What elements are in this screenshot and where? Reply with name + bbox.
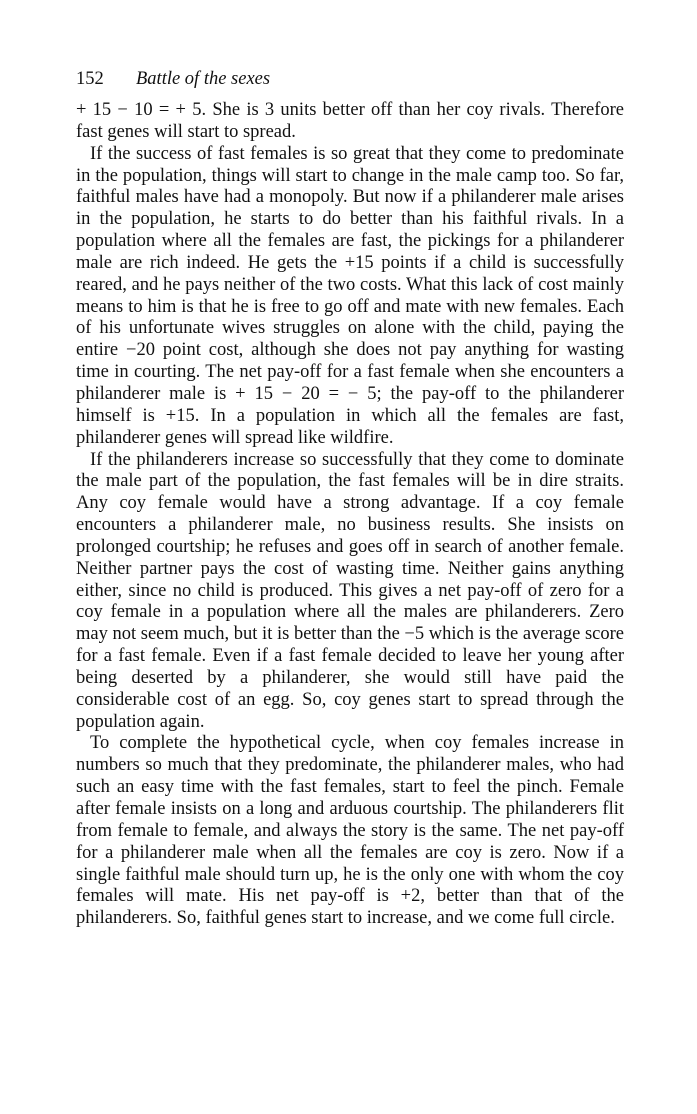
paragraph-full-circle: To complete the hypothetical cycle, when coy females increase in numbers so much that they predominate, the philanderer males, who had such an easy time with the fast females, start to feel the pinch. Female after female insists on a long and arduous courtship. The philanderers flit from female to female, and always the story is the same. The net pay-off for a philanderer male when all the females are coy is zero. Now if a single faithful male should turn up, he is the only one with whom the coy females will mate. His net pay-off is +2, better than that of the philanderers. So, faithful genes start to increase, and we come full circle.	[76, 733, 624, 929]
paragraph-coy-advantage: If the philanderers increase so successfully that they come to dominate the male part of the population, the fast females will be in dire straits. Any coy female would have a strong advantage. If a coy female encounters a philanderer male, no business results. She insists on prolonged courtship; he refuses and goes off in search of another female. Neither partner pays the cost of wasting time. Neither gains anything either, since no child is produced. This gives a net pay-off of zero for a coy female in a population where all the males are philanderers. Zero may not seem much, but it is better than the −5 which is the average score for a fast female. Even if a fast female decided to leave her young after being deserted by a philanderer, she would still have paid the considerable cost of an egg. So, coy genes start to spread through the population again.	[76, 449, 624, 732]
running-title: Battle of the sexes	[136, 69, 271, 89]
paragraph-philanderer-rise: If the success of fast females is so great that they come to predominate in the population, things will start to change in the male camp too. So far, faithful males have had a monopoly. But now if a philanderer male arises in the population, he starts to do better than his faithful rivals. In a population where all the females are fast, the pickings for a philanderer male are rich indeed. He gets the +15 points if a child is successfully reared, and he pays neither of the two costs. What this lack of cost mainly means to him is that he is free to go off and mate with new females. Each of his unfortunate wives struggles on alone with the child, paying the entire −20 point cost, although she does not pay anything for wasting time in courting. The net pay-off for a fast female when she encounters a philanderer male is + 15 − 20 = − 5; the pay-off to the philanderer himself is +15. In a population in which all the females are fast, philanderer genes will spread like wildfire.	[76, 143, 624, 448]
body-text	[76, 100, 624, 930]
page-number: 152	[76, 69, 104, 89]
paragraph-continued: + 15 − 10 = + 5. She is 3 units better off than her coy rivals. Therefore fast genes will start to spread.	[76, 100, 624, 142]
book-page	[76, 66, 624, 930]
running-head	[76, 66, 624, 92]
